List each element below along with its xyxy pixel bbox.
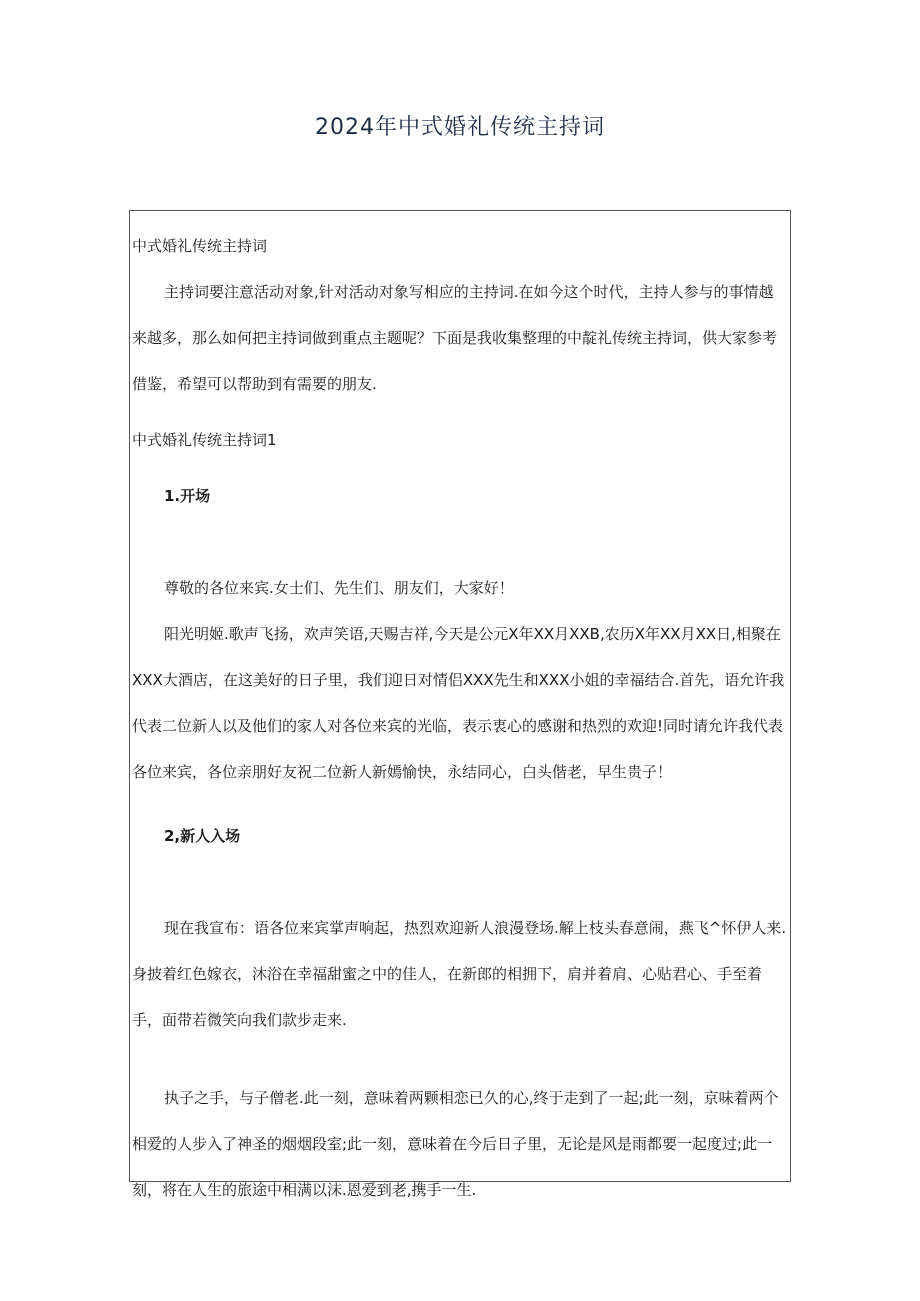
document-title: 2024年中式婚礼传统主持词 xyxy=(315,115,605,140)
part2-title: 2,新人入场 xyxy=(164,827,241,845)
section1-title: 中式婚礼传统主持词1 xyxy=(132,431,277,449)
entrance-paragraph: 现在我宣布：语各位来宾掌声响起，热烈欢迎新人浪漫登场.解上枝头春意闹，燕飞^怀伊人来.身披着红色嫁衣，沐浴在幸福甜蜜之中的佳人，在新郎的相拥下，肩并着肩、心贴君心、手至着手，面带若微笑向我们款步走来. xyxy=(132,919,787,1029)
hands-paragraph: 执子之手，与子僧老.此一刻，意味着两颗相恋已久的心,终于走到了一起;此一刻，京味着两个相爱的人步入了神圣的烟烟段室;此一刻，意味着在今后日子里，无论是风是雨都要一起度过;此一刻，将在人生的旅途中相满以沫.恩爱到老,携手一生. xyxy=(132,1089,779,1199)
opening-paragraph: 阳光明姬.歌声飞扬，欢声笑语,天赐吉祥,今天是公元X年XX月XXB,农历X年XX月XX日,相聚在XXX大酒店，在这美好的日子里，我们迎日对情侣XXX先生和XXX小姐的幸福结合.首先，语允许我代表二位新人以及他们的家人对各位来宾的光临，表示衷心的感谢和热烈的欢迎!同时请允许我代表各位来宾，各位亲朋好友祝二位新人新嫣愉快，永结同心，白头偕老，早生贵子！ xyxy=(132,625,785,781)
part1-title: 1.开场 xyxy=(164,487,211,505)
intro-paragraph: 主持词要注意活动对象,针对活动对象写相应的主持词.在如今这个时代，主持人参与的事情越来越多，那么如何把主持词做到重点主题呢？下面是我收集整理的中靛礼传统主持词，供大家参考借鉴，希望可以帮助到有需要的朋友. xyxy=(132,283,778,393)
greeting-line: 尊敬的各位来宾.女士们、先生们、朋友们，大家好！ xyxy=(164,579,514,597)
section-heading: 中式婚礼传统主持词 xyxy=(132,237,268,255)
content-frame xyxy=(129,210,791,1199)
